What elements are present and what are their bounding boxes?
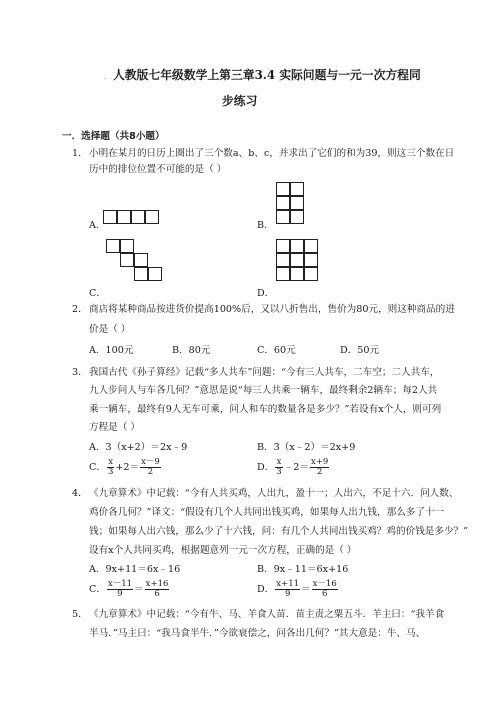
q2-option-d[interactable]: D．50元: [340, 345, 380, 356]
q1-option-a-label[interactable]: A．: [89, 220, 106, 231]
q4-option-c[interactable]: C． $\frac{x-11}{9}$ ＝ $\frac{x+16}{6}$: [89, 579, 169, 599]
q3-option-d-label: D．: [257, 462, 275, 473]
q4-text-cont-3: 设有x个人共同买鸡，根据题意列一元一次方程，正确的是（ ）: [89, 545, 357, 556]
q4-number: 4．: [72, 488, 88, 499]
q5-number: 5．: [72, 609, 88, 620]
q3-number: 3．: [72, 367, 88, 378]
q4-option-d-label: D．: [257, 584, 275, 595]
q2-option-a[interactable]: A．100元: [89, 345, 134, 356]
q4-text-cont-2: 钱；如果每人出六钱，那么少了十六钱，问：有几个人共同出钱买鸡？鸡的价钱是多少？”: [89, 526, 469, 537]
q4-option-d[interactable]: D． $\frac{x+11}{9}$ ＝ $\frac{x-16}{6}$: [257, 579, 337, 599]
q3-option-c[interactable]: C． $\frac{x}{3}$ +2＝ $\frac{x-9}{2}$: [89, 457, 160, 477]
q4-text-cont-1: 鸡价各几何？”译文：“假设有几个人共同出钱买鸡，如果每人出九钱，那么多了十一: [89, 507, 445, 518]
q3-text-cont-3: 方程是（ ）: [89, 422, 141, 433]
q4-text: 《九章算术》中记载：“今有人共买鸡，人出九，盈十一；人出六，不足十六．问人数、: [89, 488, 459, 499]
q3-option-a[interactable]: A．3（x+2）＝2x﹣9: [89, 442, 188, 453]
q3-option-b[interactable]: B．3（x﹣2）＝2x+9: [257, 442, 356, 453]
q2-text-cont: 价是（ ）: [89, 324, 131, 335]
q3-option-d[interactable]: D． $\frac{x}{3}$ ﹣2＝ $\frac{x+9}{2}$: [257, 457, 329, 477]
q4-option-b[interactable]: B．9x﹣11＝6x+16: [257, 564, 349, 575]
q1-option-c-label[interactable]: C．: [89, 288, 106, 299]
page-title: 人教版七年级数学上第三章3.4 实际问题与一元一次方程同: [113, 68, 421, 82]
q2-text: 商店将某种商品按进货价提高100%后，又以八折售出，售价为80元，则这种商品的进: [89, 304, 455, 315]
q5-text-cont: 半马．”马主曰：“我马食半牛．”今欲衰偿之，问各出几何？”其大意是：牛、马、: [89, 628, 426, 639]
q3-text-cont-1: 九人步问人与车各几何？”意思是说“每三人共乘一辆车，最终剩余2辆车；每2人共: [89, 385, 438, 396]
q4-option-c-label: C．: [89, 584, 106, 595]
title-dot: .: [104, 73, 107, 81]
q2-number: 2．: [72, 304, 88, 315]
q3-text-cont-2: 乘一辆车，最终有9人无车可乘，问人和车的数量各是多少？”若设有x个人，则可列: [89, 404, 442, 415]
q3-text: 我国古代《孙子算经》记载“多人共车”问题：“今有三人共车，二车空；二人共车，: [89, 367, 440, 378]
q1-option-b-label[interactable]: B．: [257, 220, 274, 231]
q5-text: 《九章算术》中记载：“今有牛、马、羊食人苗．苗主责之粟五斗．羊主曰：“我羊食: [89, 609, 445, 620]
q1-number: 1．: [72, 148, 88, 159]
q1-option-d-label[interactable]: D．: [257, 288, 275, 299]
q2-option-c[interactable]: C．60元: [257, 345, 296, 356]
q1-text: 小明在某月的日历上圈出了三个数a、b、c，并求出了它们的和为39，则这三个数在日: [89, 148, 455, 159]
section-heading: 一．选择题（共8小题）: [62, 131, 165, 142]
q3-option-c-label: C．: [89, 462, 106, 473]
q2-option-b[interactable]: B．80元: [172, 345, 211, 356]
q1-text-cont: 历中的排位位置不可能的是（ ）: [89, 164, 227, 175]
page-title-cont: 步练习: [222, 94, 258, 108]
q4-option-a[interactable]: A．9x+11＝6x﹣16: [89, 564, 181, 575]
